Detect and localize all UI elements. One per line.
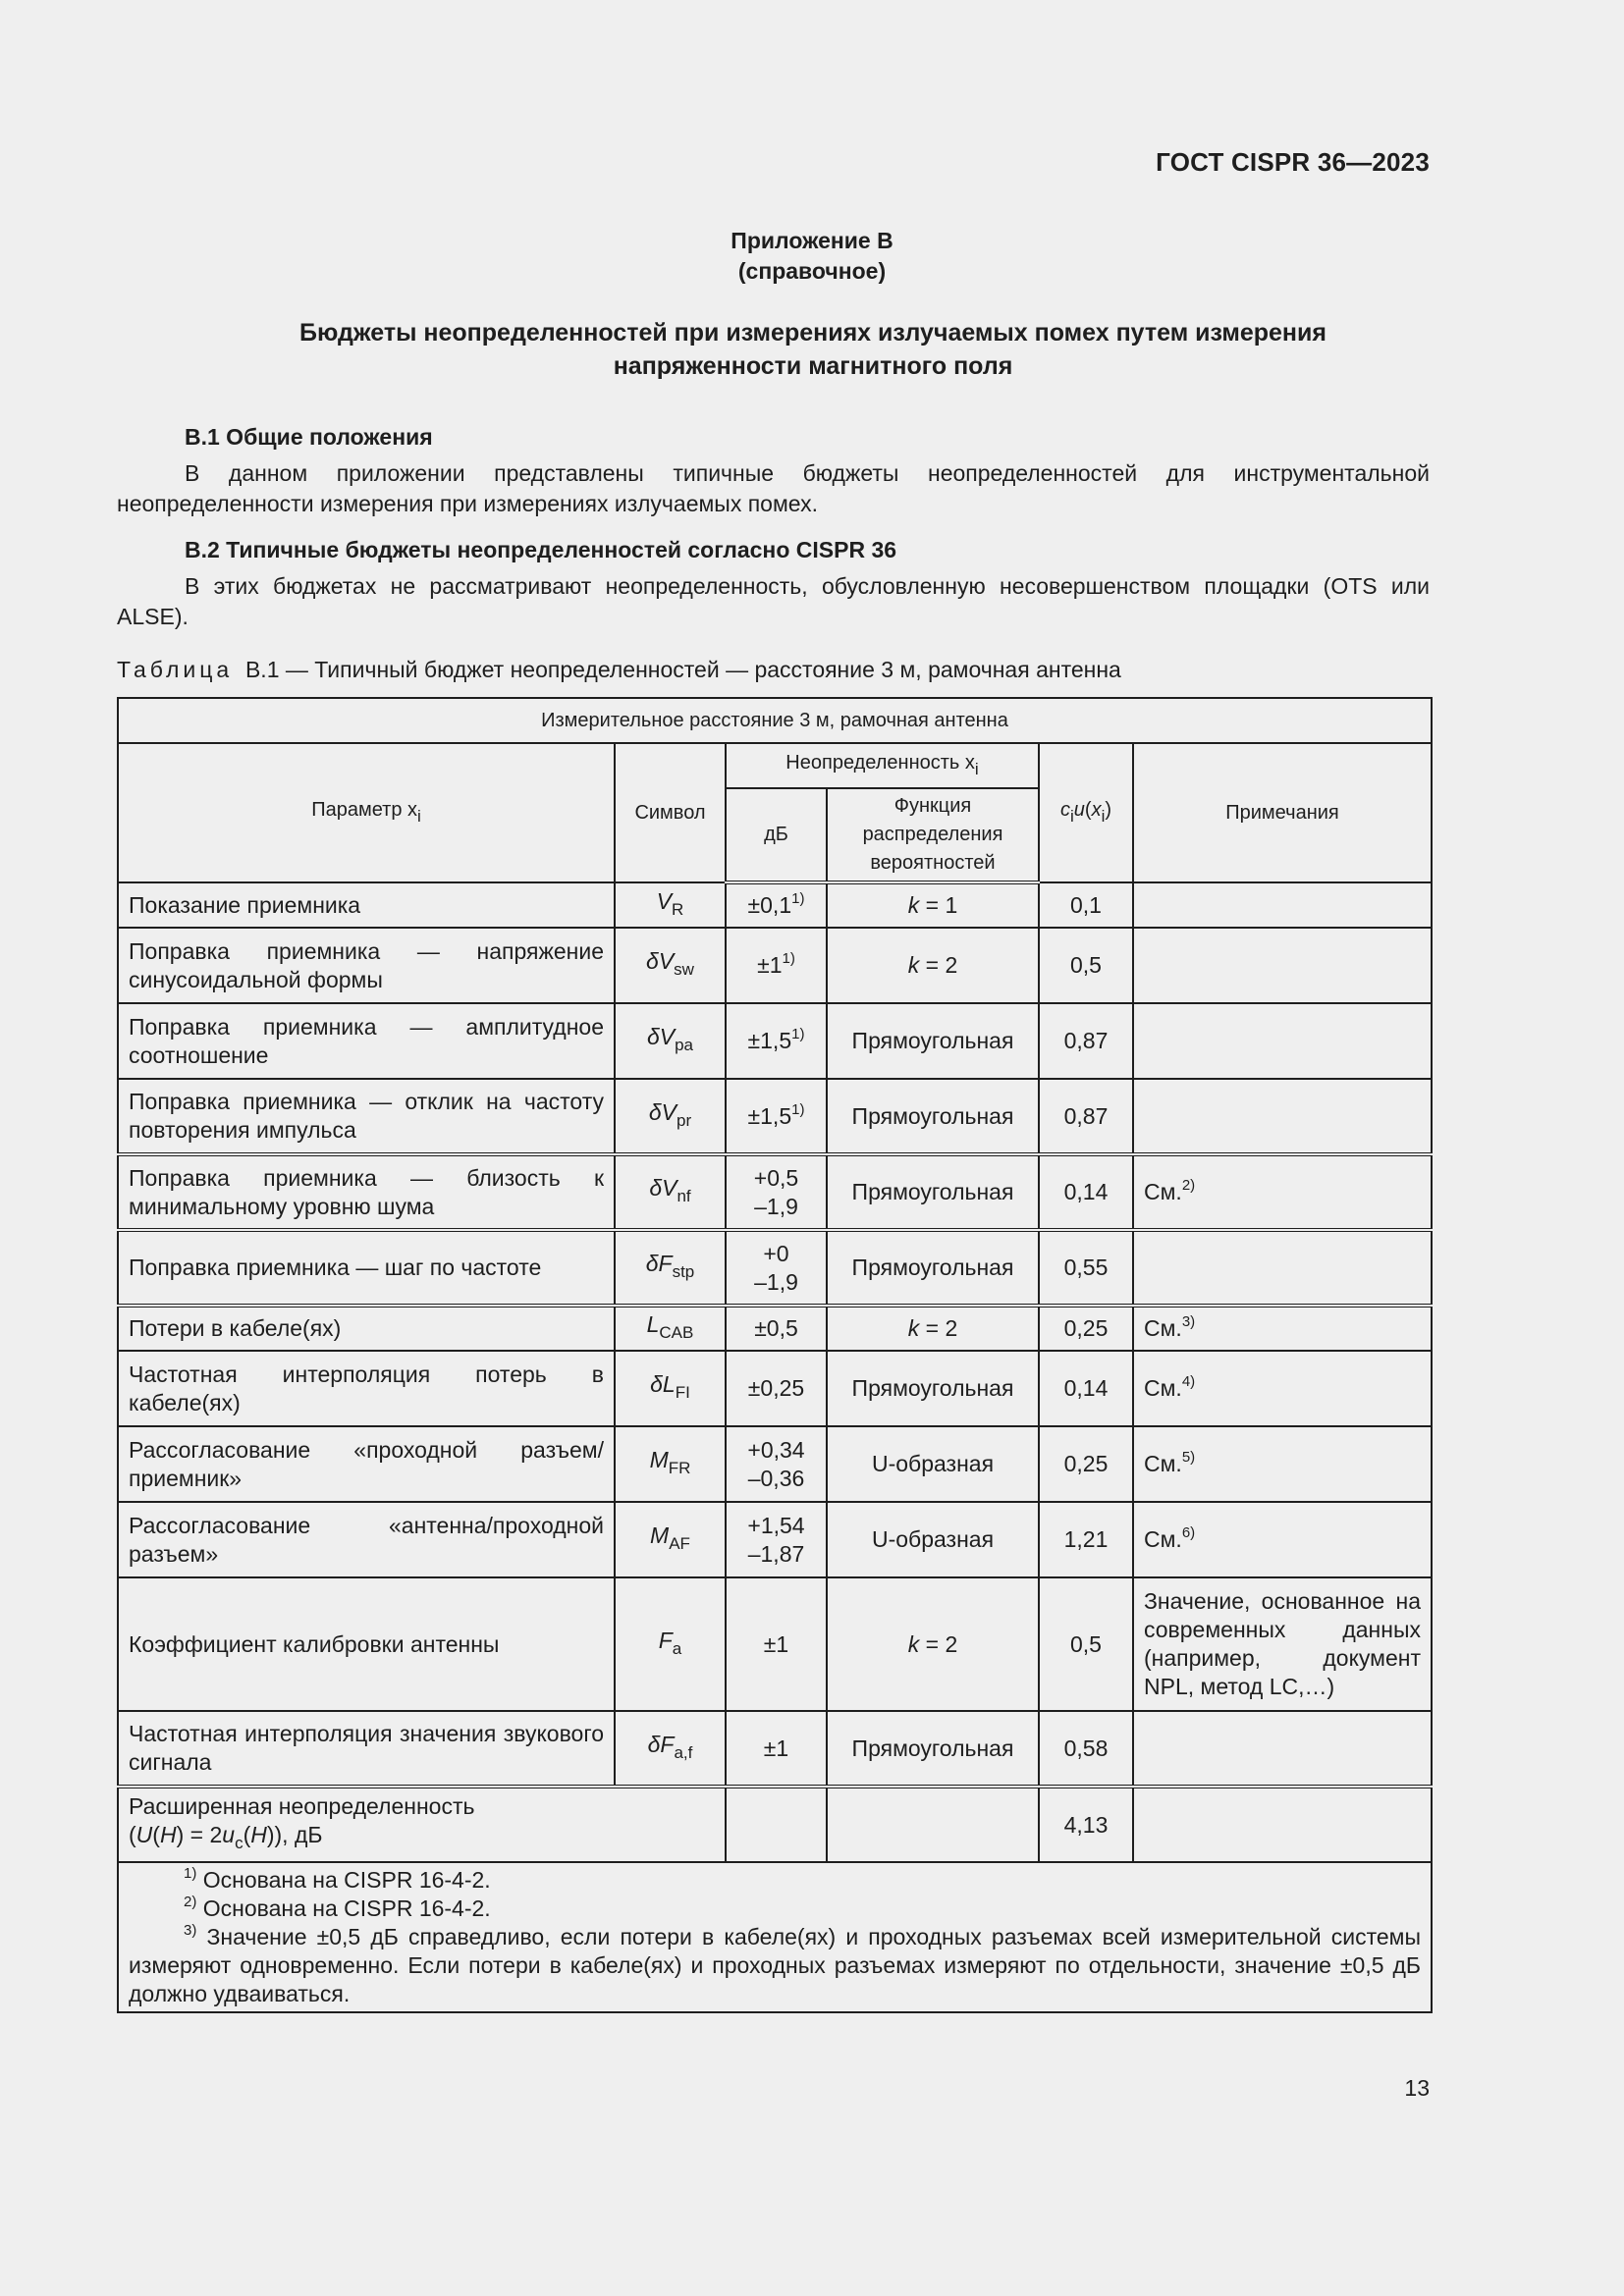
param-cell: Поправка приемника — амплитудное соотношение [118, 1003, 615, 1079]
distribution-cell: Прямоугольная [827, 1079, 1039, 1154]
param-cell: Потери в кабеле(ях) [118, 1306, 615, 1351]
footnote-3: $^{3)}$ Значение ±0,5 дБ справедливо, если потери в кабеле(ях) и проходных разъемах всей измерительной системы измеряют одновременно. Если потери в кабеле(ях) и проходных разъемах измеряют по отдельности, значение ±0,5 дБ должно удваиваться. [129, 1922, 1421, 2006]
table-row [118, 1003, 1432, 1079]
table-row [118, 1577, 1432, 1711]
db-cell: +1,54 –1,87 [726, 1502, 827, 1577]
col-header-uncertainty: Неопределенность $x_i$ [726, 743, 1039, 788]
symbol-cell: $L_{CAB}$ [615, 1306, 726, 1351]
notes-cell: См.$^{6)}$ [1133, 1502, 1432, 1577]
table-row [118, 1502, 1432, 1577]
table-row [118, 1230, 1432, 1306]
param-cell: Коэффициент калибровки антенны [118, 1577, 615, 1711]
notes-cell [1133, 1711, 1432, 1787]
distribution-cell: U-образная [827, 1426, 1039, 1502]
section-text-b2: В этих бюджетах не рассматривают неопределенность, обусловленную несовершенством площадки (OTS или ALSE). [117, 573, 1430, 629]
notes-cell [1133, 1003, 1432, 1079]
ci-u-cell: 0,14 [1039, 1351, 1133, 1426]
notes-cell [1133, 1230, 1432, 1306]
notes-cell: См.$^{4)}$ [1133, 1351, 1432, 1426]
table-row [118, 1154, 1432, 1230]
ci-u-cell: 0,1 [1039, 882, 1133, 928]
param-cell: Поправка приемника — близость к минимальному уровню шума [118, 1154, 615, 1230]
distribution-cell: Прямоугольная [827, 1351, 1039, 1426]
table-row [118, 1306, 1432, 1351]
table-caption-text: В.1 — Типичный бюджет неопределенностей — расстояние 3 м, рамочная антенна [244, 657, 1121, 682]
db-cell: +0,5 –1,9 [726, 1154, 827, 1230]
footnote-2: $^{2)}$ Основана на CISPR 16-4-2. [184, 1894, 491, 1921]
notes-cell [1133, 928, 1432, 1003]
distribution-cell: k = 1 [827, 882, 1039, 928]
param-cell: Показание приемника [118, 882, 615, 928]
expanded-uncertainty-label: Расширенная неопределенность $(U(H) = 2u_c(H))$, дБ [118, 1787, 726, 1862]
symbol-cell: $\delta V_{nf}$ [615, 1154, 726, 1230]
annex-title-line1: Бюджеты неопределенностей при измерениях излучаемых помех путем измерения [299, 319, 1326, 347]
symbol-cell: $\delta V_{pr}$ [615, 1079, 726, 1154]
symbol-cell: $F_a$ [615, 1577, 726, 1711]
ci-u-cell: 0,14 [1039, 1154, 1133, 1230]
distribution-cell: k = 2 [827, 1577, 1039, 1711]
annex-label [0, 226, 1624, 287]
expanded-dist-cell [827, 1787, 1039, 1862]
table-row [118, 1079, 1432, 1154]
col-header-param: Параметр $x_i$ [118, 743, 615, 882]
db-cell: $\pm 1^{1)}$ [726, 928, 827, 1003]
symbol-cell: $\delta F_{stp}$ [615, 1230, 726, 1306]
document-id: ГОСТ CISPR 36—2023 [1156, 147, 1430, 177]
annex-type: (справочное) [737, 258, 887, 284]
annex-title [187, 316, 1439, 383]
uncertainty-budget-table [117, 697, 1433, 2013]
distribution-cell: Прямоугольная [827, 1003, 1039, 1079]
table-footnotes [118, 1862, 1432, 2012]
symbol-cell: $M_{FR}$ [615, 1426, 726, 1502]
table-caption [117, 657, 1121, 683]
db-cell: ±1 [726, 1711, 827, 1787]
section-text-b1: В данном приложении представлены типичные бюджеты неопределенностей для инструментальной неопределенности измерения при измерениях излучаемых помех. [117, 460, 1430, 516]
table-row [118, 882, 1432, 928]
distribution-cell: k = 2 [827, 1306, 1039, 1351]
notes-cell: См.$^{2)}$ [1133, 1154, 1432, 1230]
param-cell: Рассогласование «антенна/проходной разъем» [118, 1502, 615, 1577]
symbol-cell: $\delta L_{FI}$ [615, 1351, 726, 1426]
db-cell: $\pm 1,5^{1)}$ [726, 1003, 827, 1079]
ci-u-cell: 0,5 [1039, 928, 1133, 1003]
distribution-cell: Прямоугольная [827, 1154, 1039, 1230]
param-cell: Поправка приемника — шаг по частоте [118, 1230, 615, 1306]
db-cell: ±0,25 [726, 1351, 827, 1426]
ci-u-cell: 0,5 [1039, 1577, 1133, 1711]
section-heading-b1: В.1 Общие положения [185, 424, 433, 450]
db-cell: +0,34 –0,36 [726, 1426, 827, 1502]
symbol-cell: $\delta V_{pa}$ [615, 1003, 726, 1079]
ci-u-cell: 0,25 [1039, 1426, 1133, 1502]
symbol-cell: $\delta V_{sw}$ [615, 928, 726, 1003]
table-row [118, 1426, 1432, 1502]
notes-cell: Значение, основанное на современных данных (например, документ NPL, метод LC,…) [1133, 1577, 1432, 1711]
table-row [118, 1351, 1432, 1426]
col-header-ci-u: $c_iu(x_i)$ [1039, 743, 1133, 882]
page-number: 13 [1404, 2075, 1430, 2101]
ci-u-cell: 0,25 [1039, 1306, 1133, 1351]
param-cell: Поправка приемника — напряжение синусоидальной формы [118, 928, 615, 1003]
ci-u-cell: 0,87 [1039, 1079, 1133, 1154]
table-top-header: Измерительное расстояние 3 м, рамочная антенна [118, 698, 1432, 743]
table-caption-word: Таблица [117, 657, 234, 682]
notes-cell [1133, 1079, 1432, 1154]
ci-u-cell: 1,21 [1039, 1502, 1133, 1577]
ci-u-cell: 0,58 [1039, 1711, 1133, 1787]
footnote-1: $^{1)}$ Основана на CISPR 16-4-2. [184, 1865, 491, 1893]
distribution-cell: Прямоугольная [827, 1230, 1039, 1306]
expanded-uncertainty-value: 4,13 [1039, 1787, 1133, 1862]
col-header-symbol: Символ [615, 743, 726, 882]
table-row [118, 928, 1432, 1003]
ci-u-cell: 0,55 [1039, 1230, 1133, 1306]
table-row [118, 1711, 1432, 1787]
param-cell: Рассогласование «проходной разъем/приемник» [118, 1426, 615, 1502]
symbol-cell: $\delta F_{a,f}$ [615, 1711, 726, 1787]
distribution-cell: U-образная [827, 1502, 1039, 1577]
col-header-db: дБ [726, 788, 827, 882]
param-cell: Поправка приемника — отклик на частоту повторения импульса [118, 1079, 615, 1154]
notes-cell: См.$^{3)}$ [1133, 1306, 1432, 1351]
distribution-cell: k = 2 [827, 928, 1039, 1003]
notes-cell [1133, 882, 1432, 928]
distribution-cell: Прямоугольная [827, 1711, 1039, 1787]
col-header-notes: Примечания [1133, 743, 1432, 882]
symbol-cell: $M_{AF}$ [615, 1502, 726, 1577]
ci-u-cell: 0,87 [1039, 1003, 1133, 1079]
section-heading-b2: В.2 Типичные бюджеты неопределенностей согласно CISPR 36 [185, 537, 897, 562]
annex-title-line2: напряженности магнитного поля [613, 352, 1013, 380]
annex-number: Приложение В [731, 228, 893, 253]
notes-cell: См.$^{5)}$ [1133, 1426, 1432, 1502]
db-cell: ±1 [726, 1577, 827, 1711]
db-cell: $\pm 1,5^{1)}$ [726, 1079, 827, 1154]
symbol-cell: $V_R$ [615, 882, 726, 928]
expanded-db-cell [726, 1787, 827, 1862]
db-cell: ±0,5 [726, 1306, 827, 1351]
db-cell: +0 –1,9 [726, 1230, 827, 1306]
col-header-distribution: Функция распределения вероятностей [827, 788, 1039, 882]
param-cell: Частотная интерполяция потерь в кабеле(ях) [118, 1351, 615, 1426]
expanded-notes-cell [1133, 1787, 1432, 1862]
param-cell: Частотная интерполяция значения звукового сигнала [118, 1711, 615, 1787]
db-cell: $\pm 0,1^{1)}$ [726, 882, 827, 928]
